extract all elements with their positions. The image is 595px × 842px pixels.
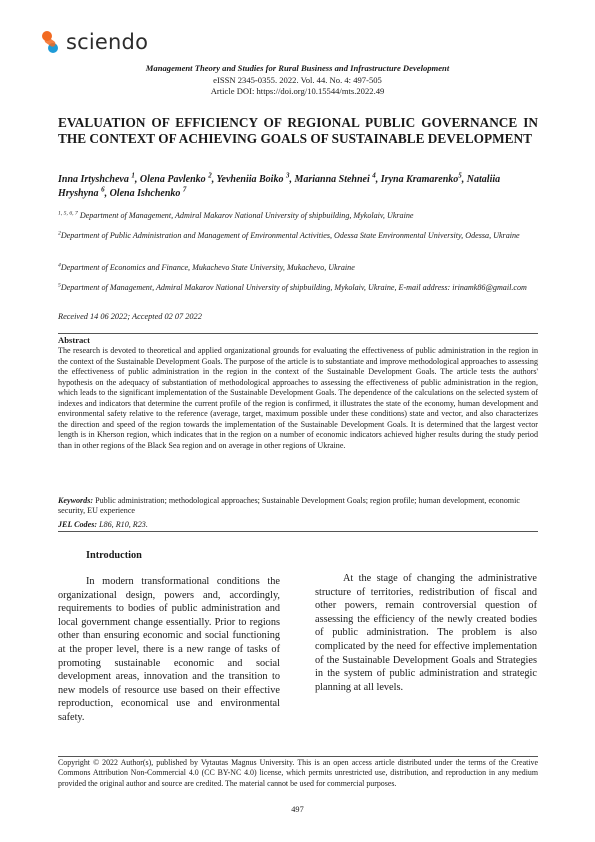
keywords-label: Keywords: (58, 496, 94, 505)
sciendo-logo-icon (40, 30, 60, 54)
article-title: EVALUATION OF EFFICIENCY OF REGIONAL PUBLIC GOVERNANCE IN THE CONTEXT OF ACHIEVING GOALS OF SUSTAINABLE DEVELOPMENT (58, 115, 538, 146)
jel-text: L86, R10, R23. (99, 520, 148, 529)
keywords (58, 496, 538, 516)
divider (58, 531, 538, 532)
body-paragraph: In modern transformational conditions the organizational design, powers and, accordingly, requirements to bodies of public administration and local government change essentially. Prior to regions other than ensuring economic and social functioning at the proper level, there is a new range of tasks of promoting sustainable economic and social development areas, innovation and the transition to new models of resource use based on their effective reproduction, economical use and environmental safety. (58, 576, 280, 723)
affiliation-sup: 1, 5, 6, 7 (58, 210, 78, 217)
divider (58, 333, 538, 334)
affiliation-text: Department of Management, Admiral Makarov National University of shipbuilding, Mykolaiv, Ukraine, E-mail address: irinamk86@gmail.com (60, 283, 527, 292)
issn-line: eISSN 2345-0355. 2022. Vol. 44. No. 4: 497-505 (213, 74, 382, 85)
journal-title: Management Theory and Studies for Rural Business and Infrastructure Development (145, 63, 450, 73)
author-sup: 5 (458, 171, 462, 180)
affiliation-sup: 5 (58, 282, 61, 289)
section-heading-introduction: Introduction (86, 550, 142, 561)
logo-wordmark: sciendo (66, 30, 149, 54)
author-name: Olena Ishchenko (109, 187, 181, 199)
author-name: Iryna Kramarenko (380, 174, 459, 185)
author-name: Inna Irtyshcheva (58, 174, 129, 185)
affiliation (58, 282, 538, 293)
author-name: Olena Pavlenko (139, 174, 206, 185)
divider (58, 756, 538, 757)
affiliation-text: Department of Management, Admiral Makarov National University of shipbuilding, Mykolaiv, Ukraine (79, 211, 414, 220)
author-sup: 1 (131, 171, 135, 180)
affiliation (58, 230, 538, 241)
jel-label: JEL Codes: (58, 520, 98, 529)
author-name: Yevheniia Boiko (216, 174, 284, 185)
author-sup: 6 (101, 185, 105, 194)
abstract-heading: Abstract (58, 335, 90, 345)
affiliation-sup: 4 (58, 262, 61, 269)
author-sup: 3 (285, 171, 290, 180)
page-number: 497 (291, 805, 304, 814)
jel-codes (58, 520, 148, 529)
journal-header (60, 63, 535, 98)
affiliation-text: Department of Public Administration and Management of Environmental Activities, Odessa State Environmental University, Odessa, Ukraine (60, 231, 520, 240)
affiliation (58, 262, 538, 273)
doi-line[interactable]: Article DOI: https://doi.org/10.15544/mts.2022.49 (210, 86, 385, 96)
abstract-text: The research is devoted to theoretical and applied organizational grounds for evaluating the effectiveness of public administration in the region in the context of the Sustainable Development Goals. The purpose of the article is to substantiate and improve methodological approaches to assessing the effectiveness of public administration in the region in the context of the Sustainable Development Goals. The article tests the authors' hypothesis on the adequacy of substantiation of methodological approaches to assessing the effectiveness of public administration in the region, which leads to the significant implementation of the Sustainable Development Goals. The dependence of the calculations on the selected system of indexes and indicators that determine the current profile of the region is confirmed, it illustrates the state of the economy, human development and environmental safety relative to the reference (average, target, maximum possible under these conditions) state and vector, and also characterizes the direction and speed of the region towards the implementation of the Sustainable Development Goals. It is determined that the largest vector length is in Kherson region, which indicates that in the region on a number of economic indicators achieved higher results during the study period than in other regions of the Black Sea region and on average in other regions of Ukraine. (58, 346, 538, 450)
affiliation-sup: 2 (58, 230, 61, 237)
keywords-text: Public administration; methodological approaches; Sustainable Development Goals; region profile; human development, economic security, EU experience (58, 496, 520, 515)
column-left (58, 575, 280, 725)
affiliation-text: Department of Economics and Finance, Mukachevo State University, Mukachevo, Ukraine (60, 263, 355, 272)
received-dates: Received 14 06 2022; Accepted 02 07 2022 (58, 312, 202, 321)
author-sup: 7 (182, 185, 187, 194)
copyright-notice: Copyright © 2022 Author(s), published by Vytautas Magnus University. This is an open access article distributed under the terms of the Creative Commons Attribution Non-Commercial 4.0 (CC BY-NC 4.0) license, which permits unrestricted use, distribution, and reproduction in any medium provided the original author and source are credited. The material cannot be used for commercial purposes. (58, 758, 538, 788)
author-name: Marianna Stehnei (294, 174, 370, 185)
column-right (315, 572, 537, 694)
body-paragraph: At the stage of changing the administrative structure of territories, redistribution of fiscal and other powers, remain controversial question of assessing the efficiency of the newly created bodies of public administration. The problem is also complicated by the need for effective implementation of the Sustainable Development Goals and Strategies in the system of public administration and strategic planning at all levels. (315, 573, 537, 693)
publisher-logo[interactable] (40, 30, 148, 54)
author-sup: 2 (208, 171, 212, 180)
author-name: Nataliia Hryshyna (58, 174, 501, 199)
affiliation (58, 210, 538, 221)
author-sup: 4 (372, 171, 376, 180)
author-list: Inna Irtyshcheva $^1$, Olena Pavlenko $^2$, Yevheniia Boiko $^3$, Marianna Stehnei $^4$, Iryna Kramarenko$^5$, Nataliia Hryshyna $^6$, Olena Ishchenko $^7$ (58, 171, 501, 199)
